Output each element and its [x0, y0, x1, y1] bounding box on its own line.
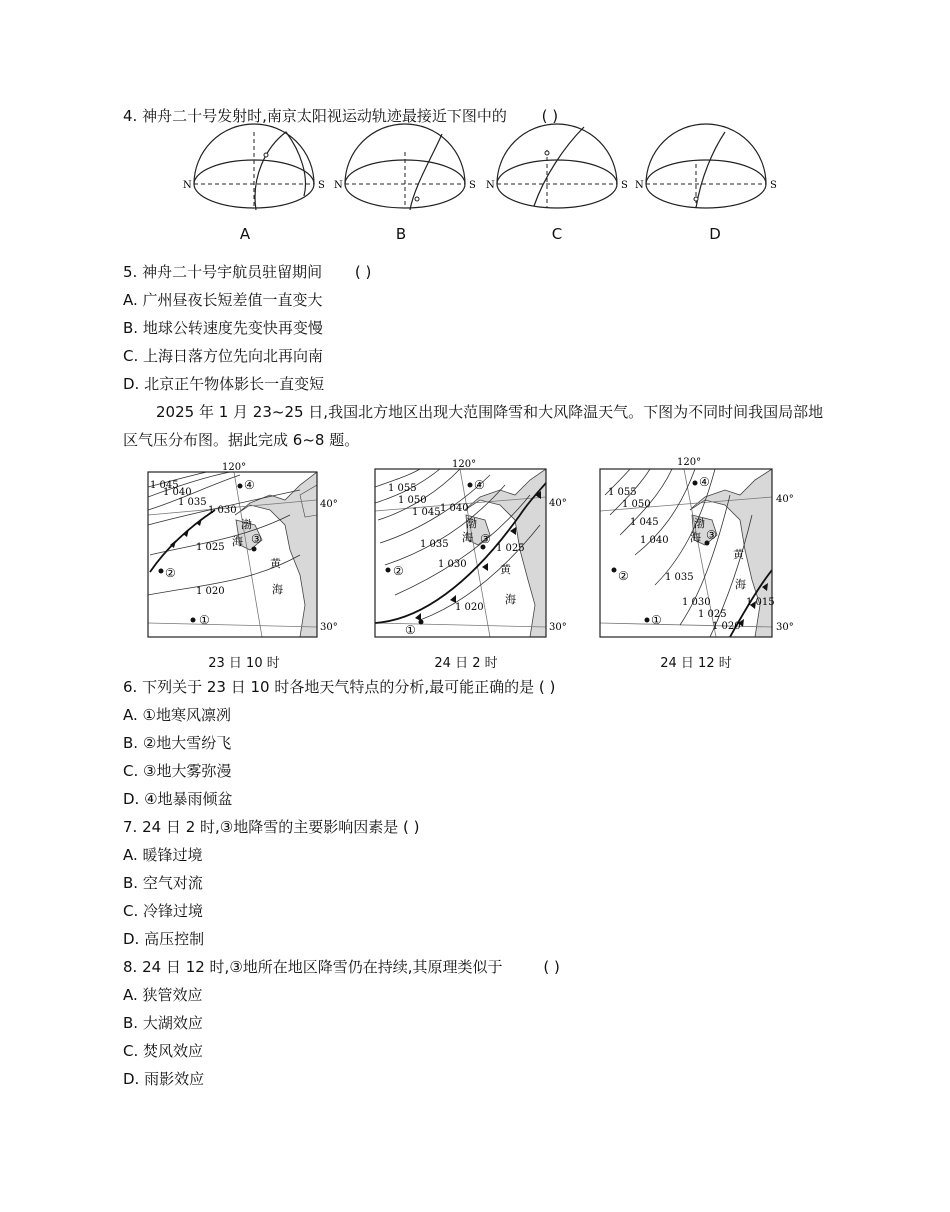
map3-lon: 120° — [677, 457, 702, 468]
m2-pt2: ② — [393, 564, 404, 578]
m3-iso-7: 1 020 — [712, 621, 741, 632]
m3-iso-0: 1 055 — [608, 487, 637, 498]
m1-sea1: 渤 — [241, 518, 252, 531]
q5-paren: ( ) — [354, 263, 372, 281]
m2-iso-3: 1 040 — [440, 503, 469, 514]
m1-iso-2: 1 035 — [178, 497, 207, 508]
map2-lat30: 30° — [549, 622, 567, 633]
diagram-a-n: N — [183, 180, 192, 191]
m2-sea2: 黄 — [500, 563, 511, 576]
diagram-c-label: C — [551, 225, 563, 243]
m3-iso-5: 1 030 — [682, 597, 711, 608]
q7-stem: 7. 24 日 2 时,③地降雪的主要影响因素是 ( ) — [123, 818, 420, 836]
m1-iso-1: 1 040 — [163, 487, 192, 498]
m2-iso-4: 1 035 — [420, 539, 449, 550]
m2-iso-6: 1 025 — [496, 543, 525, 554]
q6-option-a: A. ①地寒风凛冽 — [123, 706, 231, 724]
m2-iso-5: 1 030 — [438, 559, 467, 570]
diagram-d-label: D — [709, 225, 721, 243]
m2-iso-7: 1 020 — [455, 602, 484, 613]
m3-iso-6: 1 025 — [698, 609, 727, 620]
m2-sea1: 渤 — [466, 517, 477, 530]
m3-sea2: 黄 — [733, 548, 744, 561]
map2-lat40: 40° — [549, 498, 567, 509]
diagram-b — [334, 124, 476, 210]
m1-pt3: ③ — [251, 532, 262, 546]
q4-paren: ( ) — [541, 107, 559, 125]
m3-sea2b: 海 — [735, 578, 746, 591]
m3-sea1b: 海 — [690, 531, 701, 544]
map2-caption: 24 日 2 时 — [434, 656, 498, 671]
map3-lat30: 30° — [776, 622, 794, 633]
q8-paren: ( ) — [543, 958, 560, 976]
map-23-10 — [148, 462, 338, 637]
m1-sea2b: 海 — [272, 583, 283, 596]
sun-path-diagrams — [0, 122, 950, 232]
m3-iso-8: 1 015 — [746, 597, 775, 608]
weather-maps — [0, 455, 950, 645]
m2-pt3: ③ — [480, 532, 491, 546]
m2-pt1: ① — [405, 623, 416, 637]
m2-iso-1: 1 050 — [398, 495, 427, 506]
m1-iso-3: 1 030 — [208, 505, 237, 516]
m1-iso-0: 1 045 — [150, 480, 179, 491]
q7-option-a: A. 暖锋过境 — [123, 846, 203, 864]
q8-stem-text: 8. 24 日 12 时,③地所在地区降雪仍在持续,其原理类似于 — [123, 958, 503, 976]
q6-stem: 6. 下列关于 23 日 10 时各地天气特点的分析,最可能正确的是 ( ) — [123, 678, 556, 696]
diagram-b-n: N — [334, 180, 343, 191]
diagram-a-label: A — [239, 225, 251, 243]
m2-sea1b: 海 — [462, 531, 473, 544]
map-24-02 — [375, 459, 567, 637]
m1-pt2: ② — [165, 566, 176, 580]
q7-option-b: B. 空气对流 — [123, 874, 203, 892]
q5-option-c: C. 上海日落方位先向北再向南 — [123, 347, 324, 365]
q8-option-c: C. 焚风效应 — [123, 1042, 204, 1060]
diagram-d — [635, 124, 777, 208]
m3-iso-1: 1 050 — [622, 499, 651, 510]
map2-lon: 120° — [452, 459, 477, 470]
m3-iso-2: 1 045 — [630, 517, 659, 528]
m3-pt1: ① — [651, 613, 662, 627]
q8-option-a: A. 狭管效应 — [123, 986, 203, 1004]
q5-option-a: A. 广州昼夜长短差值一直变大 — [123, 291, 323, 309]
m2-iso-0: 1 055 — [388, 483, 417, 494]
map-24-12 — [600, 457, 794, 637]
m2-sea2b: 海 — [505, 593, 516, 606]
m2-iso-2: 1 045 — [412, 507, 441, 518]
m1-sea2: 黄 — [270, 557, 281, 570]
q8-stem — [123, 957, 560, 977]
map1-caption: 23 日 10 时 — [208, 656, 280, 671]
q7-option-c: C. 冷锋过境 — [123, 902, 204, 920]
q4-stem-text: 4. 神舟二十号发射时,南京太阳视运动轨迹最接近下图中的 — [123, 107, 507, 125]
diagram-a — [183, 124, 325, 210]
m3-iso-3: 1 040 — [640, 535, 669, 546]
map3-caption: 24 日 12 时 — [660, 656, 732, 671]
m3-pt2: ② — [618, 569, 629, 583]
m1-sea1b: 海 — [232, 535, 243, 548]
m2-pt4: ④ — [474, 478, 485, 492]
q5-stem — [123, 262, 371, 282]
m3-iso-4: 1 035 — [665, 572, 694, 583]
diagram-c-s: S — [621, 180, 628, 191]
q5-option-b: B. 地球公转速度先变快再变慢 — [123, 319, 323, 337]
q8-option-d: D. 雨影效应 — [123, 1070, 205, 1088]
diagram-d-s: S — [770, 180, 777, 191]
diagram-c — [486, 124, 628, 208]
m1-pt1: ① — [199, 613, 210, 627]
m3-pt3: ③ — [706, 528, 717, 542]
q6-option-c: C. ③地大雾弥漫 — [123, 762, 232, 780]
q5-option-d: D. 北京正午物体影长一直变短 — [123, 375, 325, 393]
m1-pt4: ④ — [244, 478, 255, 492]
q8-option-b: B. 大湖效应 — [123, 1014, 203, 1032]
diagram-d-n: N — [635, 180, 644, 191]
m3-pt4: ④ — [699, 475, 710, 489]
m1-iso-5: 1 020 — [196, 586, 225, 597]
intro-paragraph: 2025 年 1 月 23~25 日,我国北方地区出现大范围降雪和大风降温天气。下图为不同时间我国局部地区气压分布图。据此完成 6~8 题。 — [123, 403, 824, 449]
diagram-b-label: B — [395, 225, 407, 243]
map1-lat40: 40° — [320, 499, 338, 510]
q5-stem-text: 5. 神舟二十号宇航员驻留期间 — [123, 263, 323, 281]
diagram-c-n: N — [486, 180, 495, 191]
diagram-a-s: S — [318, 180, 325, 191]
diagram-b-s: S — [469, 180, 476, 191]
m1-iso-4: 1 025 — [196, 542, 225, 553]
map3-lat40: 40° — [776, 494, 794, 505]
map1-lat30: 30° — [320, 622, 338, 633]
q6-option-b: B. ②地大雪纷飞 — [123, 734, 232, 752]
map1-lon: 120° — [222, 462, 247, 473]
q7-option-d: D. 高压控制 — [123, 930, 205, 948]
m3-sea1: 渤 — [694, 517, 705, 530]
q6-option-d: D. ④地暴雨倾盆 — [123, 790, 233, 808]
